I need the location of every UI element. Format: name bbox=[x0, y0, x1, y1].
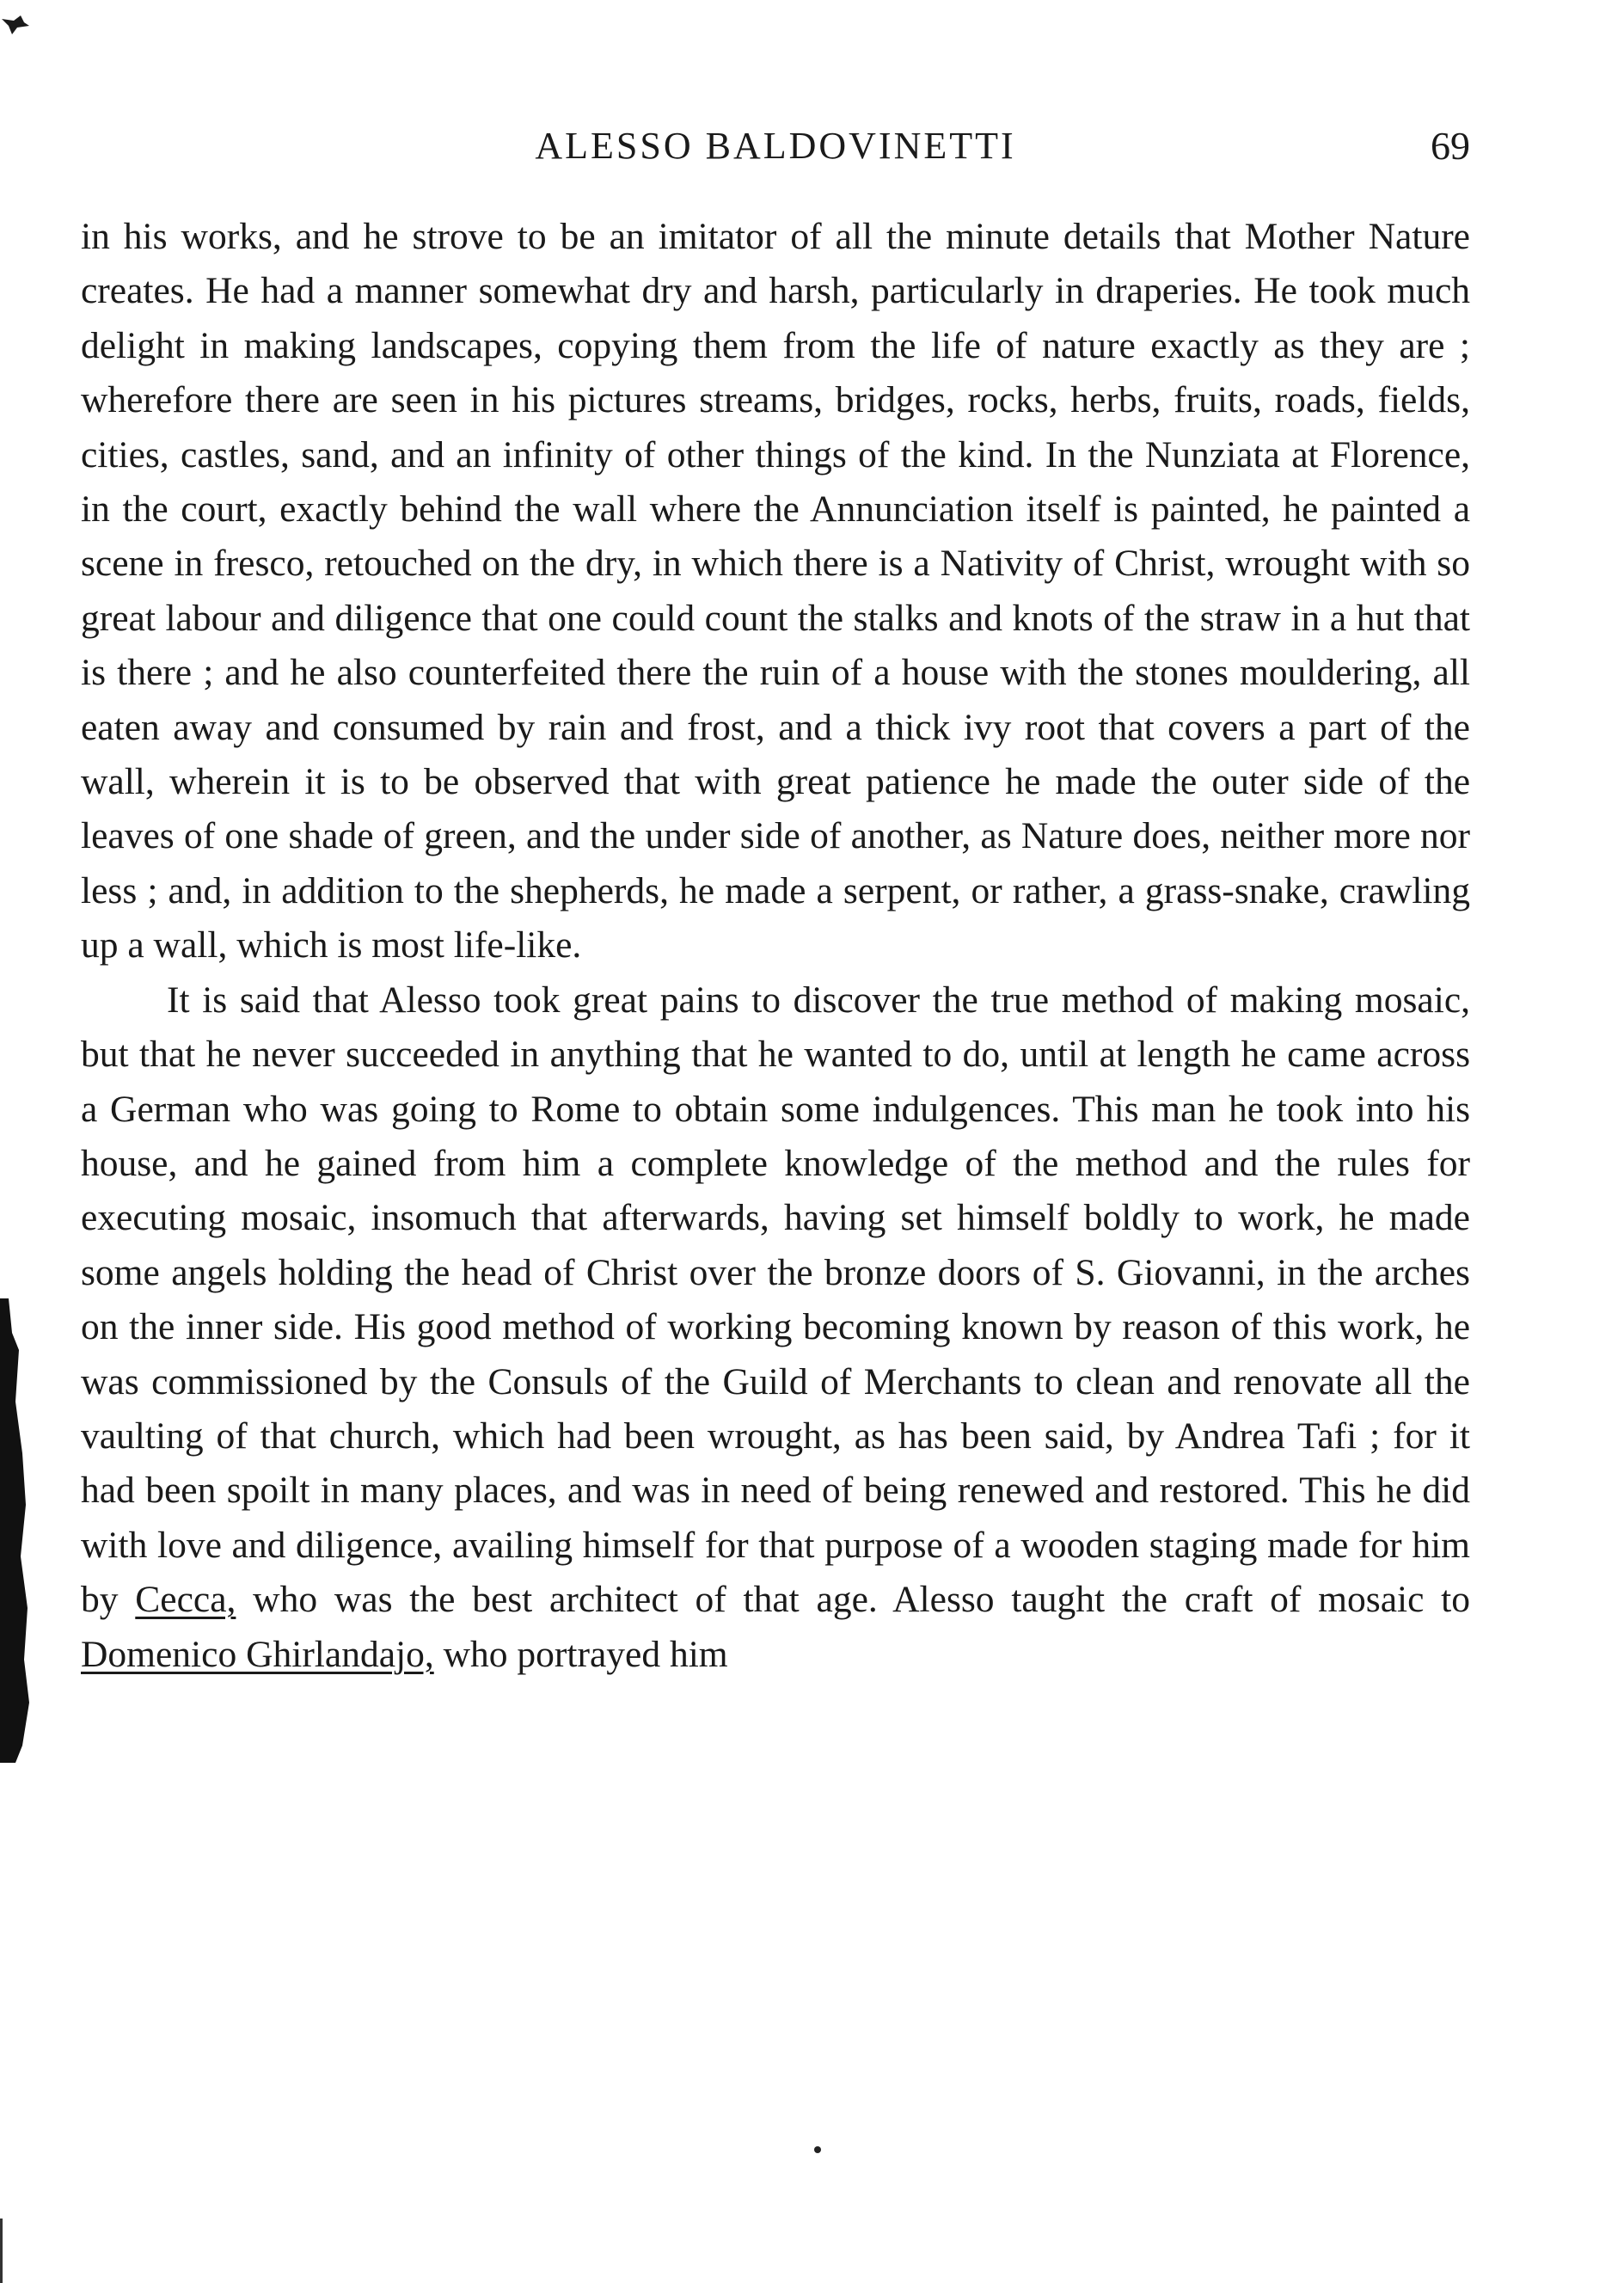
underlined-name-ghirlandajo: Domenico Ghirlandajo, bbox=[81, 1633, 434, 1675]
page-number: 69 bbox=[1431, 124, 1470, 168]
scan-corner-mark bbox=[0, 12, 34, 38]
scan-edge-line bbox=[0, 2219, 3, 2283]
underlined-name-cecca: Cecca, bbox=[135, 1579, 236, 1621]
paragraph-2-text-a: It is said that Alesso took great pains to discover the true method of making mosaic, but that he never succeeded in anything that he wanted to do, until at length he came across a German who was going to Rome to obtain some indulgences. This man he took into his house, and he gained from him a complete knowledge of the method and the rules for executing mosaic, insomuch that afterwards, having set himself boldly to work, he made some angels holding the head of Christ over the bronze doors of S. Giovanni, in the arches on the inner side. His good method of working becoming known by reason of this work, he was commissioned by the Consuls of the Guild of Merchants to clean and renovate all the vaulting of that church, which had been wrought, as has been said, by Andrea Tafi ; for it had been spoilt in many places, and was in need of being renewed and restored. This he did with love and diligence, availing himself for that purpose of a wooden staging made for him by bbox=[81, 979, 1470, 1621]
paragraph-2-text-c: who portrayed him bbox=[433, 1633, 728, 1675]
paragraph-2 bbox=[81, 973, 1470, 1682]
running-title: ALESSO BALDOVINETTI bbox=[535, 125, 1016, 167]
paragraph-2-text-b: who was the best architect of that age. Alesso taught the craft of mosaic to bbox=[236, 1579, 1470, 1621]
scan-dot-mark bbox=[814, 2146, 821, 2153]
page-header bbox=[81, 120, 1470, 172]
scan-gutter-shadow bbox=[0, 1298, 29, 1763]
body-text bbox=[81, 210, 1470, 1682]
paragraph-1: in his works, and he strove to be an imitator of all the minute details that Mother Nature creates. He had a manner somewhat dry and harsh, particularly in draperies. He took much delight in making landscapes, copying them from the life of nature exactly as they are ; wherefore there are seen in his pictures streams, bridges, rocks, herbs, fruits, roads, fields, cities, castles, sand, and an infinity of other things of the kind. In the Nunziata at Florence, in the court, exactly behind the wall where the Annunciation itself is painted, he painted a scene in fresco, retouched on the dry, in which there is a Nativity of Christ, wrought with so great labour and diligence that one could count the stalks and knots of the straw in a hut that is there ; and he also counterfeited there the ruin of a house with the stones mouldering, all eaten away and consumed by rain and frost, and a thick ivy root that covers a part of the wall, wherein it is to be observed that with great patience he made the outer side of the leaves of one shade of green, and the under side of another, as Nature does, neither more nor less ; and, in addition to the shepherds, he made a serpent, or rather, a grass-snake, crawling up a wall, which is most life-like. bbox=[81, 216, 1470, 967]
